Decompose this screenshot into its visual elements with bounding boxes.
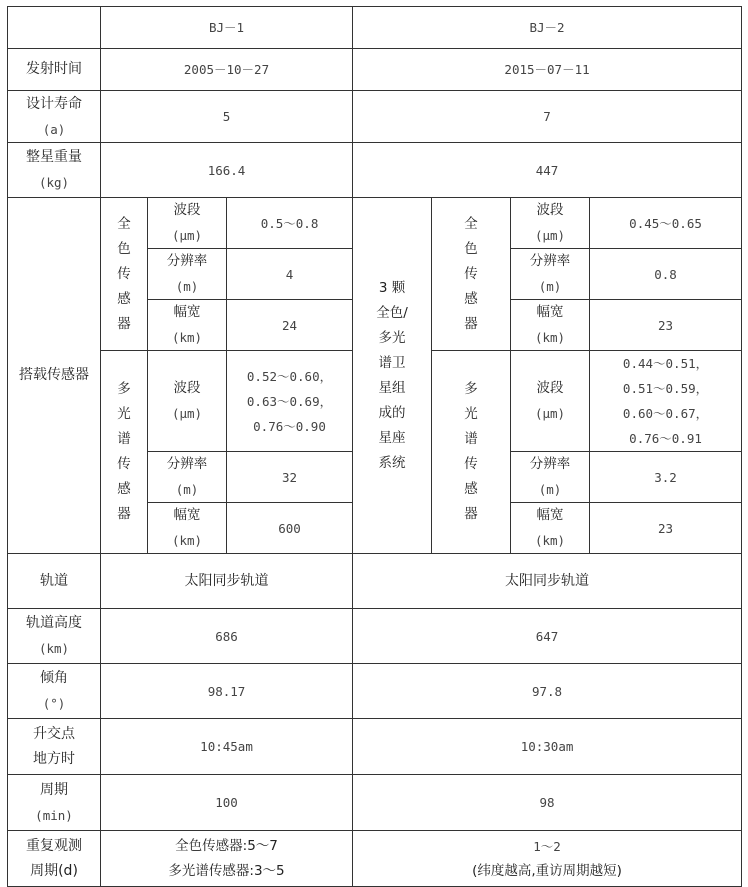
node-label-2: 地方时 (33, 750, 75, 767)
bj1-ms-label-char: 感 (117, 481, 131, 497)
band-unit: (μm) (534, 228, 566, 243)
revisit-label-cell (8, 831, 101, 887)
satellite-comparison-table (7, 6, 742, 887)
bj1-pan-label-cell (101, 198, 148, 351)
weight-label-cell (8, 143, 101, 198)
res-unit: (m) (538, 279, 562, 294)
res-unit: (m) (175, 279, 199, 294)
bj1-ms-band-line: 0.52～0.60， (246, 368, 333, 384)
incl-label-cell (8, 664, 101, 719)
altitude-bj1: 686 (101, 609, 353, 664)
revisit-bj2-line1: 1～2 (533, 838, 561, 854)
bj2-ms-label-char: 谱 (464, 431, 478, 447)
revisit-bj1-line1: 全色传感器:5～7 (175, 837, 278, 854)
header-bj1: BJ－1 (101, 7, 353, 49)
corner-cell (8, 7, 101, 49)
bj1-pan-band: 0.5～0.8 (227, 198, 353, 249)
bj2-note-line: 系统 (378, 454, 406, 471)
launch-bj2: 2015－07－11 (353, 49, 742, 91)
bj1-ms-band-label-cell (148, 351, 227, 452)
revisit-bj1-line2: 多光谱传感器:3～5 (168, 862, 285, 879)
node-label-cell (8, 719, 101, 775)
res-label: 分辨率 (166, 253, 208, 269)
weight-bj2: 447 (353, 143, 742, 198)
node-row (8, 719, 742, 775)
bj2-pan-res: 0.8 (590, 249, 742, 300)
weight-unit: (kg) (38, 175, 70, 190)
bj2-note-cell (353, 198, 432, 554)
bj1-pan-band-label-cell (148, 198, 227, 249)
bj2-note-line: 星组 (378, 379, 406, 396)
altitude-unit: (km) (38, 641, 70, 656)
bj2-ms-swath-label-cell (511, 503, 590, 554)
bj1-ms-band-cell (227, 351, 353, 452)
bj1-pan-label-char: 色 (117, 240, 131, 257)
bj2-pan-band: 0.45～0.65 (590, 198, 742, 249)
inclination-row (8, 664, 742, 719)
bj2-pan-label-char: 色 (464, 240, 478, 257)
band-label: 波段 (173, 380, 201, 396)
incl-label: 倾角 (40, 670, 68, 686)
band-label: 波段 (173, 202, 201, 218)
band-label: 波段 (536, 380, 564, 396)
bj2-pan-label-cell (432, 198, 511, 351)
bj2-note-line: 谱卫 (378, 354, 406, 371)
bj1-pan-label-char: 全 (117, 215, 131, 232)
life-row (8, 91, 742, 143)
period-bj2: 98 (353, 775, 742, 831)
launch-bj1: 2005－10－27 (101, 49, 353, 91)
bj1-ms-label-char: 器 (117, 506, 131, 522)
swath-unit: (km) (171, 533, 203, 548)
res-label: 分辨率 (529, 456, 571, 472)
comparison-table-wrapper (7, 6, 742, 887)
bj2-note-line: 3 颗 (378, 279, 406, 296)
orbit-label: 轨道 (8, 554, 101, 609)
bj2-ms-band-label-cell (511, 351, 590, 452)
bj1-ms-swath-label-cell (148, 503, 227, 554)
orbit-bj1: 太阳同步轨道 (101, 554, 353, 609)
altitude-bj2: 647 (353, 609, 742, 664)
bj1-ms-label-char: 传 (117, 456, 131, 472)
weight-label: 整星重量 (26, 149, 82, 165)
life-label: 设计寿命 (26, 95, 82, 112)
weight-bj1: 166.4 (101, 143, 353, 198)
altitude-label-cell (8, 609, 101, 664)
swath-unit: (km) (534, 330, 566, 345)
period-row (8, 775, 742, 831)
period-unit: (min) (35, 807, 73, 823)
period-bj1: 100 (101, 775, 353, 831)
bj2-ms-band-line: 0.76～0.91 (629, 431, 702, 446)
bj2-ms-res: 3.2 (590, 452, 742, 503)
bj1-ms-swath: 600 (227, 503, 353, 554)
bj2-ms-band-line: 0.60～0.67， (622, 406, 709, 421)
bj1-pan-label-char: 传 (117, 265, 131, 282)
bj2-ms-label-char: 器 (464, 506, 478, 522)
bj2-pan-label-char: 传 (464, 265, 478, 282)
incl-bj1: 98.17 (101, 664, 353, 719)
bj2-note-line: 多光 (378, 329, 406, 346)
life-bj2: 7 (353, 91, 742, 143)
revisit-bj1-cell (101, 831, 353, 887)
band-label: 波段 (536, 202, 564, 218)
swath-label: 幅宽 (536, 507, 564, 523)
life-label-cell (8, 91, 101, 143)
orbit-row (8, 554, 742, 609)
bj2-pan-label-char: 器 (464, 315, 478, 332)
bj2-ms-label-cell (432, 351, 511, 554)
band-unit: (μm) (534, 406, 566, 421)
bj1-pan-label-char: 感 (117, 290, 131, 307)
bj2-ms-label-char: 多 (464, 381, 478, 397)
bj2-ms-label-char: 感 (464, 481, 478, 497)
header-bj2: BJ－2 (353, 7, 742, 49)
sensor-row-pan-band (8, 198, 742, 249)
res-label: 分辨率 (166, 456, 208, 472)
swath-unit: (km) (171, 330, 203, 345)
incl-unit: (°) (42, 696, 66, 711)
bj2-ms-swath: 23 (590, 503, 742, 554)
bj1-ms-band-line: 0.76～0.90 (253, 418, 326, 434)
bj2-pan-label-char: 感 (464, 290, 478, 307)
node-label-1: 升交点 (33, 725, 75, 742)
band-unit: (μm) (171, 228, 203, 243)
res-label: 分辨率 (529, 253, 571, 269)
altitude-label: 轨道高度 (26, 615, 82, 631)
weight-row (8, 143, 742, 198)
bj2-pan-res-label-cell (511, 249, 590, 300)
bj2-ms-label-char: 光 (464, 406, 478, 422)
bj2-ms-band-line: 0.44～0.51， (622, 356, 709, 371)
sensors-label: 搭载传感器 (8, 198, 101, 554)
swath-label: 幅宽 (173, 304, 201, 320)
swath-unit: (km) (534, 533, 566, 548)
bj1-ms-label-char: 谱 (117, 431, 131, 447)
altitude-row (8, 609, 742, 664)
bj2-ms-band-cell (590, 351, 742, 452)
bj2-pan-swath: 23 (590, 300, 742, 351)
bj2-note-line: 成的 (378, 404, 406, 421)
bj1-pan-res: 4 (227, 249, 353, 300)
res-unit: (m) (538, 482, 562, 497)
bj1-pan-res-label-cell (148, 249, 227, 300)
bj1-pan-swath: 24 (227, 300, 353, 351)
life-unit: (a) (42, 121, 66, 137)
bj2-ms-label-char: 传 (464, 456, 478, 472)
revisit-bj2-cell (353, 831, 742, 887)
bj1-ms-res: 32 (227, 452, 353, 503)
bj1-ms-band-line: 0.63～0.69， (246, 393, 333, 409)
revisit-bj2-line2: (纬度越高,重访周期越短) (472, 862, 622, 879)
header-row (8, 7, 742, 49)
revisit-label-1: 重复观测 (26, 837, 82, 854)
period-label-cell (8, 775, 101, 831)
band-unit: (μm) (171, 406, 203, 421)
bj1-pan-swath-label-cell (148, 300, 227, 351)
bj2-ms-band-line: 0.51～0.59， (622, 381, 709, 396)
bj1-pan-label-char: 器 (117, 315, 131, 332)
bj1-ms-label-char: 光 (117, 406, 131, 422)
bj2-pan-band-label-cell (511, 198, 590, 249)
bj2-note-line: 全色/ (376, 304, 408, 321)
period-label: 周期 (40, 781, 68, 798)
orbit-bj2: 太阳同步轨道 (353, 554, 742, 609)
revisit-label-2: 周期(d) (30, 862, 78, 879)
swath-label: 幅宽 (173, 507, 201, 523)
incl-bj2: 97.8 (353, 664, 742, 719)
launch-row (8, 49, 742, 91)
node-bj2: 10:30am (353, 719, 742, 775)
res-unit: (m) (175, 482, 199, 497)
bj2-pan-swath-label-cell (511, 300, 590, 351)
revisit-row (8, 831, 742, 887)
swath-label: 幅宽 (536, 304, 564, 320)
bj1-ms-label-cell (101, 351, 148, 554)
node-bj1: 10:45am (101, 719, 353, 775)
life-bj1: 5 (101, 91, 353, 143)
launch-label: 发射时间 (8, 49, 101, 91)
bj2-ms-res-label-cell (511, 452, 590, 503)
bj2-note-line: 星座 (378, 429, 406, 446)
bj2-pan-label-char: 全 (464, 215, 478, 232)
bj1-ms-res-label-cell (148, 452, 227, 503)
bj1-ms-label-char: 多 (117, 381, 131, 397)
